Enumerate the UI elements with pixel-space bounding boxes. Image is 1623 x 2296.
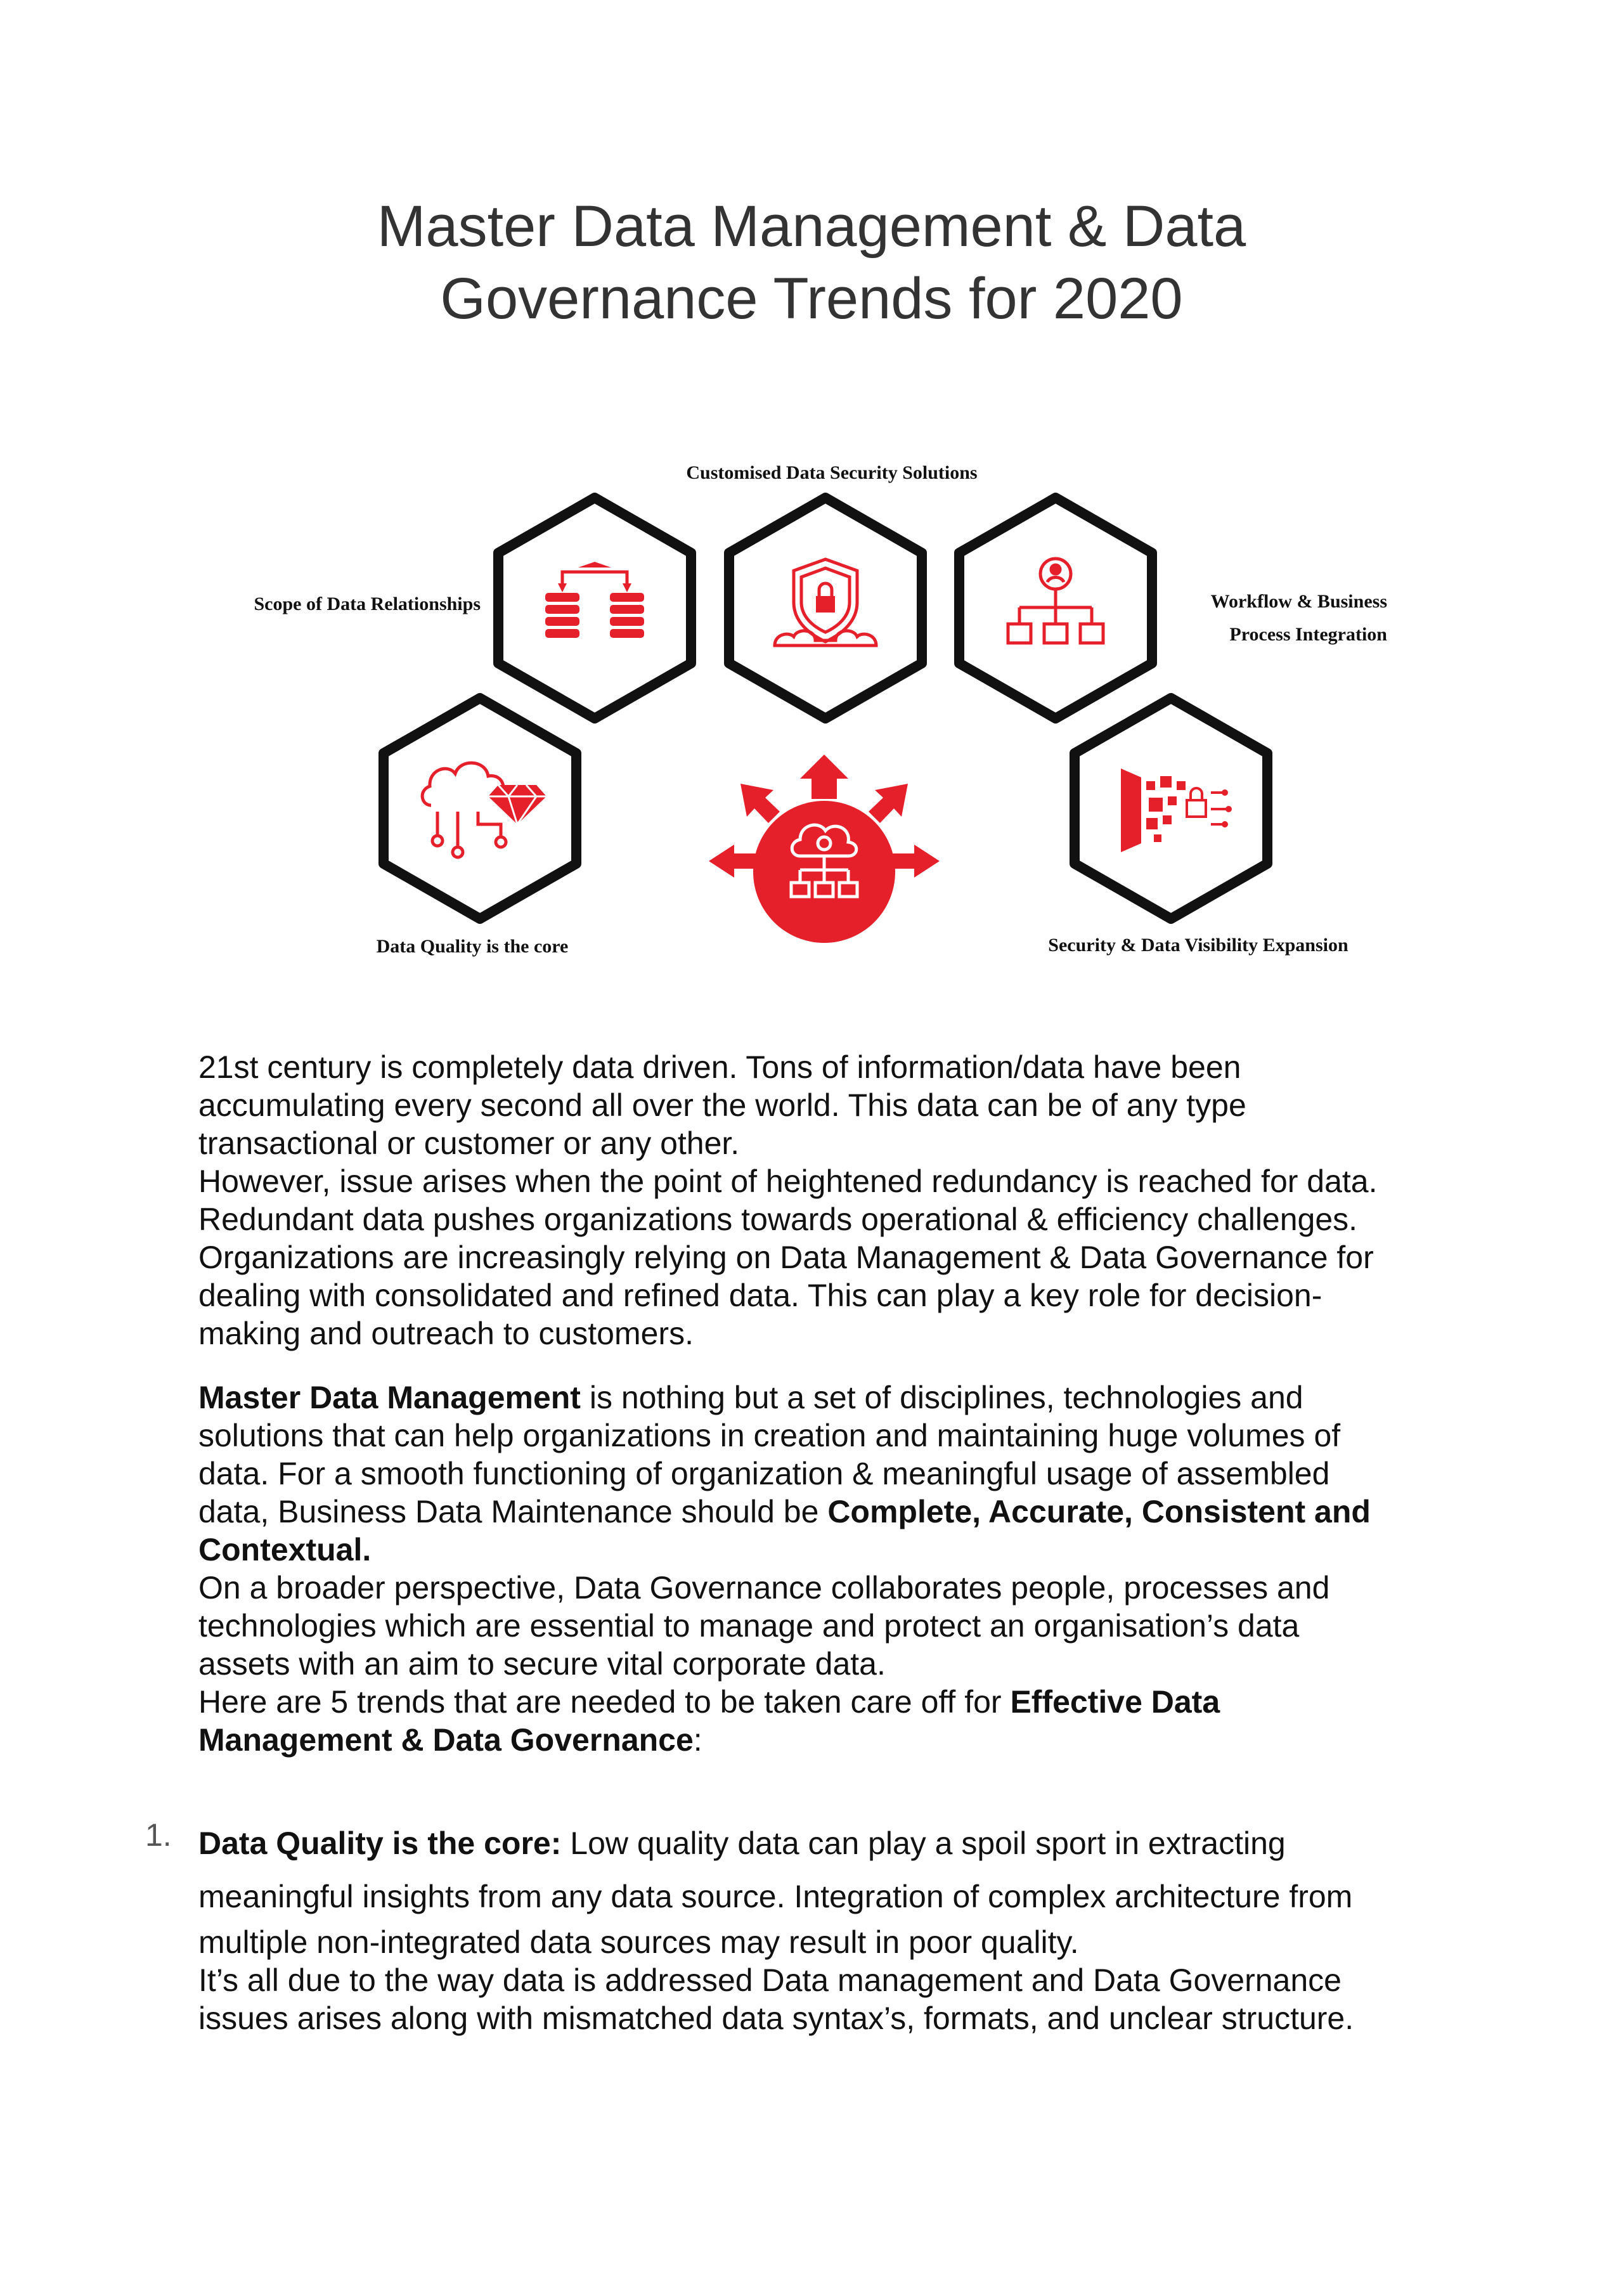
hexagon-customised-data-security — [729, 498, 922, 718]
mdm-line: data, Business Data Maintenance should be Complete, Accurate, Consistent and — [198, 1494, 1371, 1529]
title-line-1: Master Data Management & Data — [377, 194, 1246, 259]
list-item-number: 1. — [145, 1817, 172, 1853]
intro-line: However, issue arises when the point of heightened redundancy is reached for data. — [198, 1164, 1378, 1199]
mdm-line: On a broader perspective, Data Governance collaborates people, processes and — [198, 1570, 1330, 1605]
list-item-line: meaningful insights from any data source. Integration of complex architecture from — [198, 1879, 1353, 1914]
intro-line: making and outreach to customers. — [198, 1316, 694, 1351]
hexagon-scope-data-relationships — [498, 498, 691, 718]
intro-paragraph — [198, 1048, 1466, 1352]
hexagon-security-visibility — [1075, 698, 1267, 919]
trends-list — [145, 1817, 1466, 2037]
mdm-paragraph — [198, 1378, 1466, 1759]
mdm-line: solutions that can help organizations in creation and maintaining huge volumes of — [198, 1418, 1341, 1453]
trends-infographic — [0, 444, 1623, 989]
list-item — [145, 1817, 1466, 2037]
intro-line: 21st century is completely data driven. Tons of information/data have been — [198, 1049, 1241, 1085]
title-line-2: Governance Trends for 2020 — [440, 266, 1183, 331]
mdm-line: Management & Data Governance: — [198, 1722, 702, 1758]
cloud-network-arrows-icon — [709, 755, 940, 943]
hexagon-workflow-business — [959, 498, 1152, 718]
label-security-data-visibility: Security & Data Visibility Expansion — [1048, 935, 1348, 956]
label-scope-of-data-relationships: Scope of Data Relationships — [254, 593, 481, 614]
list-item-line: It’s all due to the way data is addressed Data management and Data Governance — [198, 1962, 1342, 1998]
list-item-line: issues arises along with mismatched data syntax’s, formats, and unclear structure. — [198, 2001, 1354, 2036]
hexagon-data-quality — [384, 698, 576, 919]
list-item-heading: Data Quality is the core: — [198, 1826, 562, 1861]
bold-term: Master Data Management — [198, 1380, 581, 1415]
mdm-line: Here are 5 trends that are needed to be taken care off for Effective Data — [198, 1684, 1220, 1720]
mdm-line: Master Data Management is nothing but a set of disciplines, technologies and — [198, 1380, 1303, 1415]
intro-line: transactional or customer or any other. — [198, 1125, 740, 1161]
bold-term: Contextual. — [198, 1532, 372, 1567]
bold-term: Effective Data — [1010, 1684, 1220, 1720]
mdm-line: technologies which are essential to manage and protect an organisation’s data — [198, 1608, 1300, 1644]
bold-term: Management & Data Governance — [198, 1722, 694, 1758]
label-customised-data-security: Customised Data Security Solutions — [686, 462, 978, 483]
mdm-line — [198, 1531, 1466, 1569]
label-workflow-business-line2: Process Integration — [1229, 624, 1387, 645]
mdm-line: assets with an aim to secure vital corporate data. — [198, 1646, 886, 1682]
list-item-line: Data Quality is the core: Low quality data can play a spoil sport in extracting — [198, 1826, 1286, 1861]
label-data-quality-core: Data Quality is the core — [376, 936, 569, 957]
mdm-line: data. For a smooth functioning of organization & meaningful usage of assembled — [198, 1456, 1330, 1491]
list-item-line: multiple non-integrated data sources may result in poor quality. — [198, 1924, 1079, 1960]
intro-line: dealing with consolidated and refined data. This can play a key role for decision- — [198, 1278, 1322, 1313]
label-workflow-business-line1: Workflow & Business — [1210, 591, 1387, 612]
page-title — [0, 190, 1623, 335]
intro-line: Organizations are increasingly relying on Data Management & Data Governance for — [198, 1240, 1374, 1275]
intro-line: accumulating every second all over the world. This data can be of any type — [198, 1087, 1246, 1123]
intro-line: Redundant data pushes organizations towards operational & efficiency challenges. — [198, 1202, 1358, 1237]
bold-term: Complete, Accurate, Consistent and — [827, 1494, 1371, 1529]
